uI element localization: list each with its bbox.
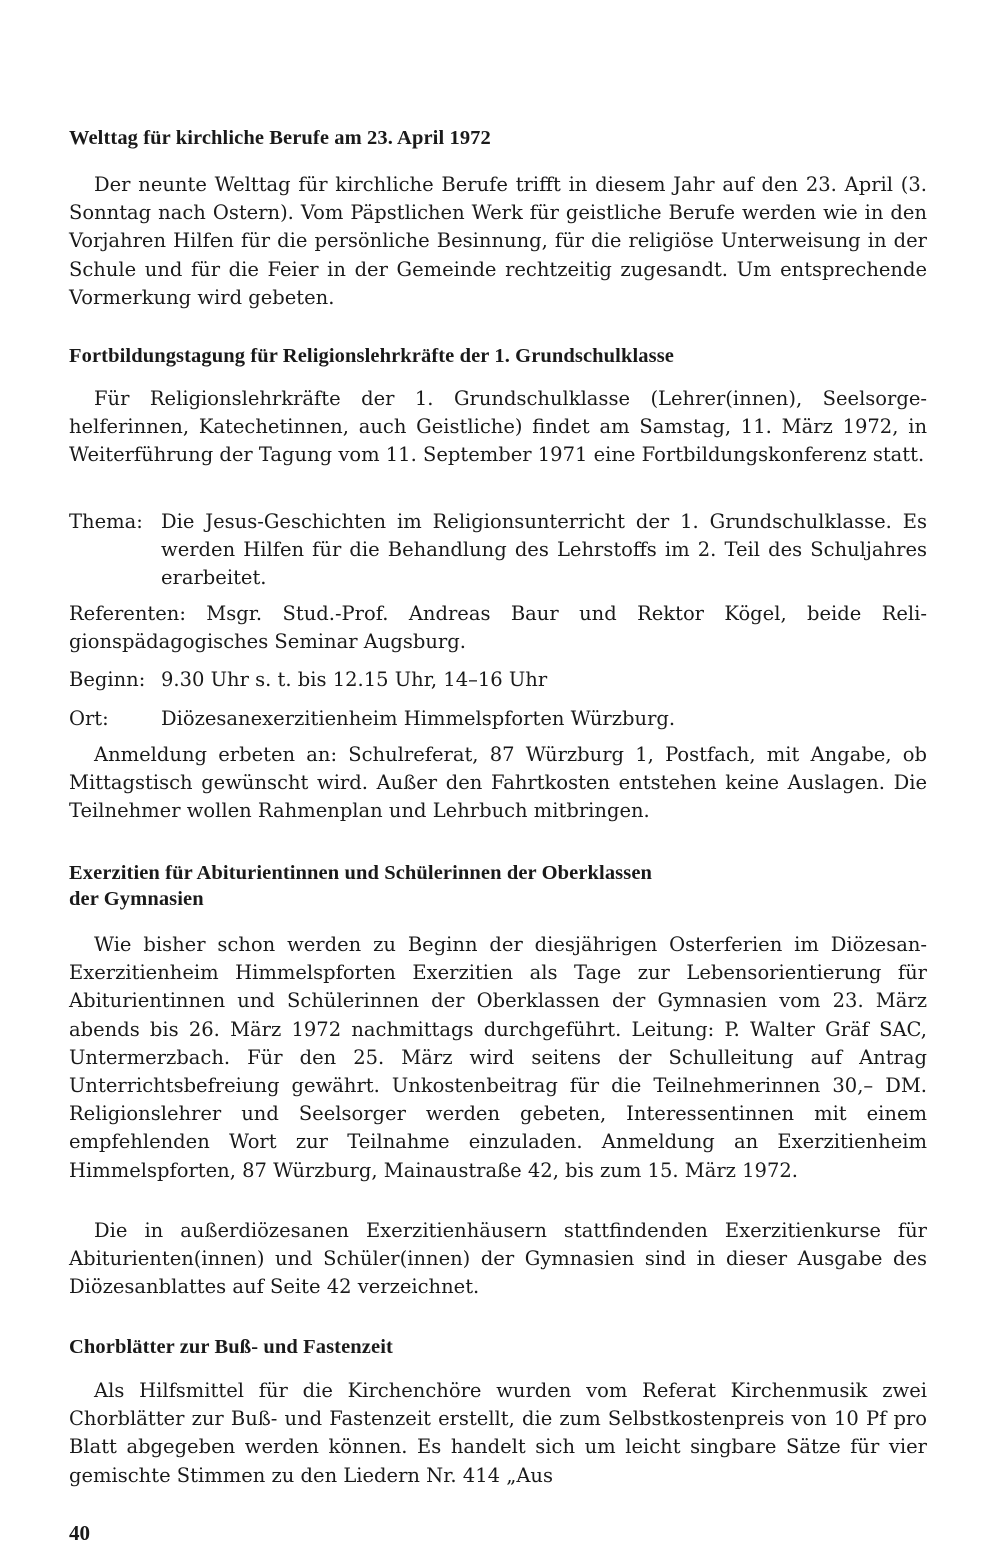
ort-label: Ort: [69,707,109,730]
beginn-label: Beginn: [69,668,146,691]
beginn-text: 9.30 Uhr s. t. bis 12.15 Uhr, 14–16 Uhr [161,668,548,691]
paragraph-chorblaetter: Als Hilfsmittel für die Kirchenchöre wurden vom Referat Kirchenmusik zwei Chorblätter zur Buß- und Fastenzeit erstellt, die zum Selbstkostenpreis von 10 Pf pro Blatt abgegeben werden können. Es handelt sich um leicht singbare Sätze für vier gemischte Stimmen zu den Liedern Nr. 414 „Aus [69,1379,927,1487]
paragraph-exerzitien-1: Wie bisher schon werden zu Beginn der diesjährigen Osterferien im Diözesan-Exerzitienheim Himmelspforten Exerzitien als Tage zur Lebensorientierung für Abiturientinnen und Schülerinnen der Oberklassen der Gymnasien vom 23. März abends bis 26. März 1972 nachmittags durchgeführt. Leitung: P. Walter Gräf SAC, Untermerzbach. Für den 25. März wird seitens der Schulleitung auf Antrag Unterrichtsbefreiung gewährt. Unkostenbeitrag für die Teilnehmerinnen 30,– DM. Religionslehrer und Seelsorger werden gebeten, Interessentinnen mit einem empfehlenden Wort zur Teilnahme einzuladen. Anmeldung an Exerzitienheim Himmelspforten, 87 Würzburg, Mainaustraße 42, bis zum 15. März 1972. [69,933,927,1182]
section-heading-chorblaetter: Chorblätter zur Buß- und Fastenzeit [69,1336,393,1358]
beginn-entry [69,666,927,694]
section-heading-fortbildung: Fortbildungstagung für Religionslehrkräfte der 1. Grundschulklasse [69,345,674,367]
paragraph-anmeldung: Anmeldung erbeten an: Schulreferat, 87 Würzburg 1, Postfach, mit Angabe, ob Mittagstisch gewünscht wird. Außer den Fahrtkosten entstehen keine Auslagen. Die Teilnehmer wollen Rahmenplan und Lehrbuch mitbringen. [69,743,927,823]
section-heading-welttag: Welttag für kirchliche Berufe am 23. April 1972 [69,127,491,149]
paragraph-fortbildung-intro: Für Religionslehrkräfte der 1. Grundschulklasse (Lehrer(innen), Seelsorgehelferinnen, Katechetinnen, auch Geistliche) findet am Samstag, 11. März 1972, in Weiterführung der Tagung vom 11. September 1971 eine Fortbildungskonferenz statt. [69,387,927,467]
thema-label: Thema: [69,510,143,533]
page-number: 40 [69,1521,90,1545]
referenten-entry: Referenten: Msgr. Stud.-Prof. Andreas Baur und Rektor Kögel, beide Religionspädagogisches Seminar Augsburg. [69,602,927,654]
section-heading-exerzitien [69,860,927,912]
thema-text: Die Jesus-Geschichten im Religionsunterricht der 1. Grundschulklasse. Es werden Hilfen für die Behandlung des Lehrstoffs im 2. Teil des Schuljahres erarbeitet. [161,510,927,590]
section-heading-exerzitien-line2: der Gymnasien [69,888,204,910]
ort-entry [69,705,927,733]
paragraph-exerzitien-2: Die in außerdiözesanen Exerzitienhäusern stattfindenden Exerzitienkurse für Abiturienten(innen) und Schüler(innen) der Gymnasien sind in dieser Ausgabe des Diözesanblattes auf Seite 42 verzeichnet. [69,1219,927,1299]
ort-text: Diözesanexerzitienheim Himmelspforten Würzburg. [161,707,676,730]
thema-entry [69,508,927,593]
section-heading-exerzitien-line1: Exerzitien für Abiturientinnen und Schülerinnen der Oberklassen [69,862,653,884]
paragraph-welttag: Der neunte Welttag für kirchliche Berufe trifft in diesem Jahr auf den 23. April (3. Sonntag nach Ostern). Vom Päpstlichen Werk für geistliche Berufe werden wie in den Vorjahren Hilfen für die persönliche Besinnung, für die religiöse Unterweisung in der Schule und für die Feier in der Gemeinde rechtzeitig zugesandt. Um entsprechende Vormerkung wird gebeten. [69,173,927,309]
